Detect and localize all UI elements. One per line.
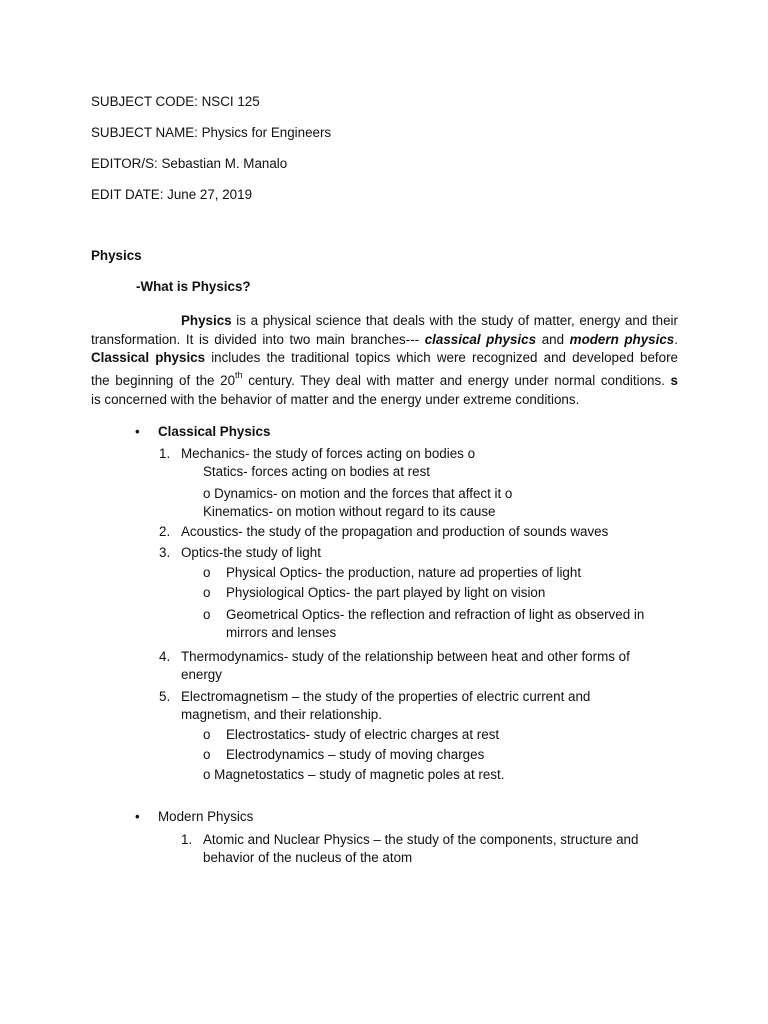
list-item-physiological-optics: Physiological Optics- the part played by light on vision [226,585,546,600]
sub-bullet-icon: o [203,727,211,742]
intro-line-5: is concerned with the behavior of matter and the energy under extreme conditions. [91,392,580,407]
sub-bullet-icon: o [203,747,211,762]
intro-line-2: transformation. It is divided into two main branches--- classical physics and modern physics. [91,332,678,347]
sub-bullet-icon: o [203,585,211,600]
list-number-4: 4. [159,649,171,664]
list-item-physical-optics: Physical Optics- the production, nature ad properties of light [226,565,582,580]
list-number-5: 5. [159,689,171,704]
list-number-1: 1. [181,832,193,847]
intro-line-3: Classical physics includes the traditional topics which were recognized and developed before [91,350,678,365]
term-physics: Physics [181,313,232,328]
subject-code: SUBJECT CODE: NSCI 125 [91,94,260,109]
subject-name: SUBJECT NAME: Physics for Engineers [91,125,332,140]
list-item-geometrical-optics: Geometrical Optics- the reflection and refraction of light as observed in [226,607,645,622]
list-number-3: 3. [159,545,171,560]
section-title: Physics [91,248,142,263]
bullet-icon: • [135,424,140,439]
sub-bullet-icon: o [203,607,211,622]
list-item-electromagnetism: Electromagnetism – the study of the properties of electric current and [181,689,591,704]
classical-heading: Classical Physics [158,424,271,439]
editors: EDITOR/S: Sebastian M. Manalo [91,156,288,171]
list-item-acoustics: Acoustics- the study of the propagation and production of sounds waves [181,524,609,539]
list-number-1: 1. [159,446,171,461]
list-item-geometrical-optics-cont: mirrors and lenses [226,625,337,640]
list-item-electrostatics: Electrostatics- study of electric charges at rest [226,727,500,742]
term-classical-physics: classical physics [424,332,537,347]
list-item-mechanics: Mechanics- the study of forces acting on bodies o [181,446,476,461]
intro-line-1: Physics is a physical science that deals with the study of matter, energy and their [181,313,678,328]
list-item-electromagnetism-cont: magnetism, and their relationship. [181,707,382,722]
list-item-optics: Optics-the study of light [181,545,321,560]
list-item-atomic-nuclear: Atomic and Nuclear Physics – the study of the components, structure and [203,832,639,847]
sub-bullet-icon: o [203,565,211,580]
subsection-title: -What is Physics? [136,279,251,294]
term-classical-physics-2: Classical physics [91,350,206,365]
list-item-atomic-nuclear-cont: behavior of the nucleus of the atom [203,850,413,865]
list-item-dynamics: o Dynamics- on motion and the forces that affect it o [203,486,513,501]
list-item-thermodynamics: Thermodynamics- study of the relationship between heat and other forms of [181,649,630,664]
list-number-2: 2. [159,524,171,539]
list-item-electrodynamics: Electrodynamics – study of moving charges [226,747,485,762]
list-item-statics: Statics- forces acting on bodies at rest [203,464,431,479]
modern-heading: Modern Physics [158,809,254,824]
list-item-magnetostatics: o Magnetostatics – study of magnetic poles at rest. [203,767,505,782]
intro-line-4: the beginning of the 20th century. They deal with matter and energy under normal conditions. s [91,370,678,388]
term-modern-physics: modern physics [569,332,675,347]
bullet-icon: • [135,809,140,824]
list-item-kinematics: Kinematics- on motion without regard to its cause [203,504,496,519]
list-item-thermodynamics-cont: energy [181,667,222,682]
edit-date: EDIT DATE: June 27, 2019 [91,187,253,202]
